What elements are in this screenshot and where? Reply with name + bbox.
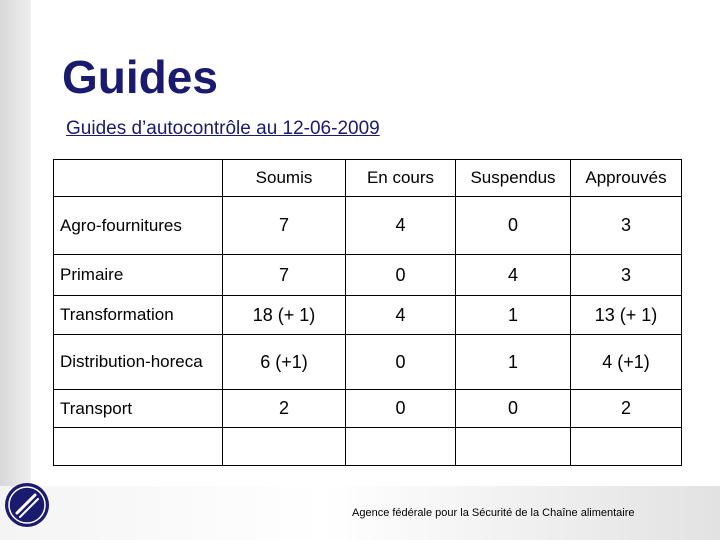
row-label: [54, 428, 223, 466]
table-row: [54, 296, 682, 335]
row-label: Distribution-horeca: [54, 335, 223, 390]
value-cell: 4: [456, 255, 571, 296]
value-cell: 2: [223, 390, 346, 428]
slide-subtitle: Guides d’autocontrôle au 12-06-2009: [66, 118, 380, 139]
table-header-row: [54, 160, 682, 197]
row-label: Agro-fournitures: [54, 197, 223, 255]
value-cell: 1: [456, 296, 571, 335]
table-row: [54, 255, 682, 296]
value-cell: 0: [346, 255, 456, 296]
left-decor-band: [0, 0, 31, 540]
header-cell: Approuvés: [571, 160, 682, 197]
value-cell: 4: [346, 296, 456, 335]
value-cell: 6 (+1): [223, 335, 346, 390]
value-cell: 0: [456, 197, 571, 255]
guides-table: [53, 159, 682, 466]
row-label: Transformation: [54, 296, 223, 335]
value-cell: 4 (+1): [571, 335, 682, 390]
value-cell: [346, 428, 456, 466]
header-cell: En cours: [346, 160, 456, 197]
value-cell: 0: [346, 335, 456, 390]
value-cell: 13 (+ 1): [571, 296, 682, 335]
row-label: Transport: [54, 390, 223, 428]
value-cell: 3: [571, 255, 682, 296]
value-cell: [456, 428, 571, 466]
value-cell: 7: [223, 255, 346, 296]
value-cell: 0: [456, 390, 571, 428]
row-label: Primaire: [54, 255, 223, 296]
value-cell: 18 (+ 1): [223, 296, 346, 335]
table-row-empty: [54, 428, 682, 466]
value-cell: [571, 428, 682, 466]
table-row: [54, 390, 682, 428]
value-cell: 2: [571, 390, 682, 428]
value-cell: 3: [571, 197, 682, 255]
value-cell: 4: [346, 197, 456, 255]
slide-title: Guides: [62, 51, 218, 103]
value-cell: 0: [346, 390, 456, 428]
table-row: [54, 335, 682, 390]
value-cell: 1: [456, 335, 571, 390]
value-cell: 7: [223, 197, 346, 255]
afsca-logo-icon: [2, 480, 52, 530]
header-cell: [54, 160, 223, 197]
value-cell: [223, 428, 346, 466]
table-row: [54, 197, 682, 255]
header-cell: Soumis: [223, 160, 346, 197]
footer-agency-name: Agence fédérale pour la Sécurité de la Chaîne alimentaire: [352, 507, 635, 519]
header-cell: Suspendus: [456, 160, 571, 197]
